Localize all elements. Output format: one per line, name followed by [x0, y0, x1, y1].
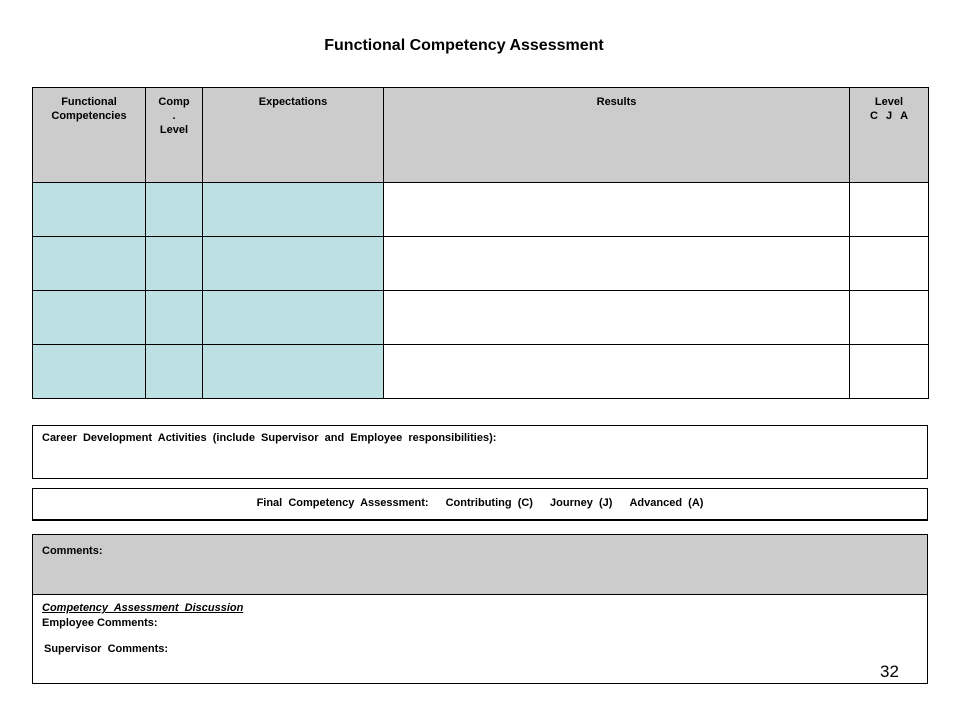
level-cell[interactable]	[850, 237, 929, 291]
header-text: Functional	[61, 96, 117, 108]
table-row	[33, 291, 929, 345]
level-option-c: C	[869, 110, 878, 122]
page-title: Functional Competency Assessment	[324, 37, 604, 54]
header-text: Competencies	[51, 110, 127, 122]
header-text: Comp	[158, 96, 190, 108]
results-cell[interactable]	[384, 237, 850, 291]
expectations-cell[interactable]	[203, 291, 384, 345]
comp-level-cell[interactable]	[146, 183, 203, 237]
final-assessment-label: Final Competency Assessment:	[256, 497, 429, 509]
competency-cell[interactable]	[33, 237, 146, 291]
competency-cell[interactable]	[33, 345, 146, 399]
discussion-heading: Competency Assessment Discussion	[42, 602, 244, 614]
option-contributing: Contributing (C)	[445, 497, 533, 509]
comp-level-cell[interactable]	[146, 345, 203, 399]
career-development-label: Career Development Activities (include Supervisor and Employee responsibilities):	[42, 432, 497, 444]
final-assessment-box	[32, 488, 928, 521]
header-functional-competencies	[33, 88, 146, 183]
expectations-cell[interactable]	[203, 237, 384, 291]
header-comp-level	[146, 88, 203, 183]
level-option-a: A	[900, 110, 909, 122]
expectations-cell[interactable]	[203, 183, 384, 237]
header-level	[850, 88, 929, 183]
table-row	[33, 345, 929, 399]
competency-table	[32, 87, 929, 399]
level-cell[interactable]	[850, 345, 929, 399]
comments-header[interactable]	[32, 534, 928, 595]
comp-level-cell[interactable]	[146, 291, 203, 345]
supervisor-comments-label: Supervisor Comments:	[44, 643, 169, 655]
table-row	[33, 237, 929, 291]
comments-body[interactable]	[32, 594, 928, 684]
competency-cell[interactable]	[33, 291, 146, 345]
level-cell[interactable]	[850, 183, 929, 237]
results-cell[interactable]	[384, 345, 850, 399]
level-option-j: J	[885, 110, 893, 122]
table-header-row	[33, 88, 929, 183]
option-advanced: Advanced (A)	[629, 497, 704, 509]
header-text: Level	[874, 96, 904, 108]
expectations-cell[interactable]	[203, 345, 384, 399]
competency-cell[interactable]	[33, 183, 146, 237]
results-cell[interactable]	[384, 291, 850, 345]
option-journey: Journey (J)	[550, 497, 613, 509]
level-cell[interactable]	[850, 291, 929, 345]
results-cell[interactable]	[384, 183, 850, 237]
header-text: Level	[159, 124, 189, 136]
page-number: 32	[880, 662, 899, 681]
comments-label: Comments:	[42, 545, 103, 557]
table-row	[33, 183, 929, 237]
header-text: .	[172, 110, 176, 122]
career-development-box[interactable]	[32, 425, 928, 479]
level-options	[850, 109, 928, 123]
header-expectations: Expectations	[203, 88, 384, 183]
employee-comments-label: Employee Comments:	[42, 617, 158, 629]
comp-level-cell[interactable]	[146, 237, 203, 291]
header-results: Results	[384, 88, 850, 183]
